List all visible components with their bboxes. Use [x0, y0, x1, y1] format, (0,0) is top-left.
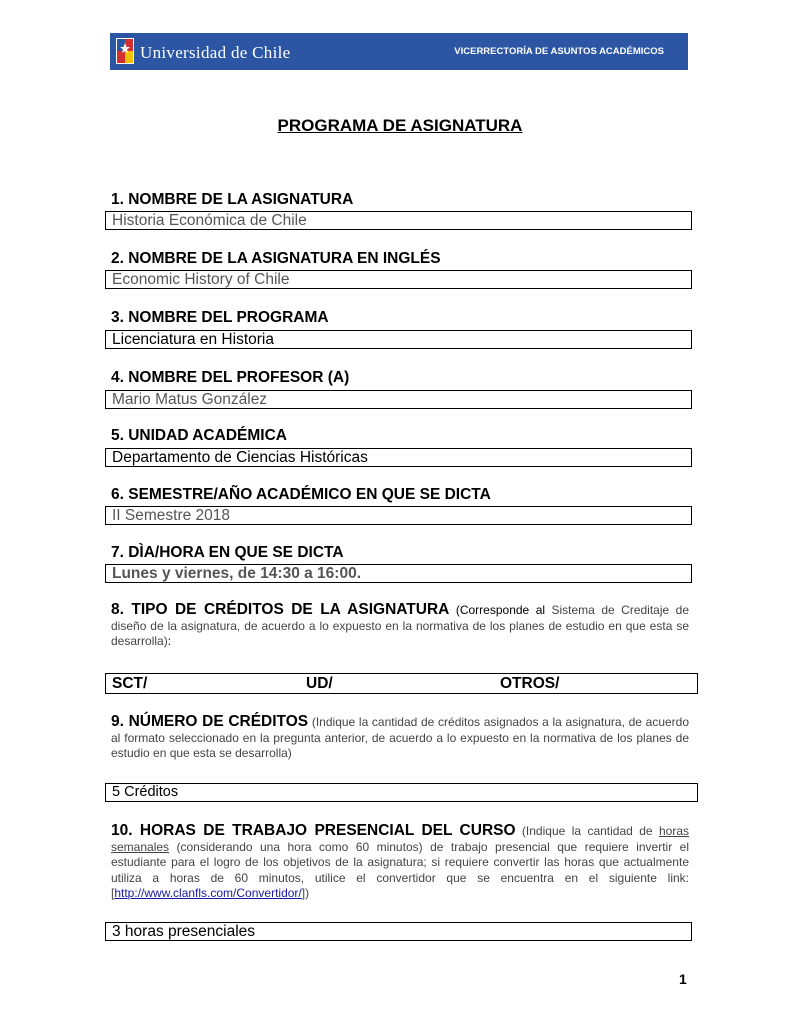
section-6-value: II Semestre 2018 [105, 506, 692, 525]
section-4-value: Mario Matus González [105, 390, 692, 409]
vicerrectoria-label: VICERRECTORÍA DE ASUNTOS ACADÉMICOS [454, 46, 664, 57]
section-3-value: Licenciatura en Historia [105, 330, 692, 349]
section-7-heading: 7. DÌA/HORA EN QUE SE DICTA [111, 544, 344, 561]
university-name: Universidad de Chile [140, 43, 291, 62]
section-9-paragraph [111, 714, 689, 762]
page-number: 1 [679, 971, 687, 987]
section-6-heading: 6. SEMESTRE/AÑO ACADÉMICO EN QUE SE DICTA [111, 486, 491, 503]
section-9-heading: 9. NÚMERO DE CRÉDITOS [111, 713, 309, 730]
university-crest-icon [116, 38, 134, 64]
section-10-note-underlined: horas semanales [111, 824, 689, 854]
section-8-paragraph [111, 602, 689, 650]
section-7-value: Lunes y viernes, de 14:30 a 16:00. [105, 564, 692, 583]
section-2-heading: 2. NOMBRE DE LA ASIGNATURA EN INGLÉS [111, 250, 441, 267]
section-3-heading: 3. NOMBRE DEL PROGRAMA [111, 309, 329, 326]
section-4-heading: 4. NOMBRE DEL PROFESOR (A) [111, 369, 350, 386]
header-banner [110, 33, 688, 70]
section-8-note-b: Sistema de Creditaje de diseño de la asignatura, de acuerdo a lo expuesto en la normativa de los planes de estudio en que esta se desarrolla) [111, 603, 690, 648]
section-1-heading: 1. NOMBRE DE LA ASIGNATURA [111, 191, 354, 208]
convertidor-link[interactable]: http://www.clanfls.com/Convertidor/ [114, 886, 302, 900]
section-8-note-a: (Corresponde al [455, 603, 546, 617]
credit-type-ud: UD/ [306, 675, 333, 692]
section-5-value: Departamento de Ciencias Históricas [105, 448, 692, 467]
section-10-heading: 10. HORAS DE TRABAJO PRESENCIAL DEL CURSO [111, 822, 516, 839]
section-10-paragraph [111, 823, 689, 902]
section-10-note-b: (considerando una hora como 60 minutos) de trabajo presencial que requiere invertir el estudiante para el logro de los objetivos de la asignatura; si requiere convertir las horas que actualmente utiliza a horas de 60 minutos, utilice el convertidor que se encuentra en el siguiente link: [ [111, 839, 689, 900]
section-8-note-c: : [167, 634, 172, 648]
section-10-value: 3 horas presenciales [105, 922, 692, 941]
credit-type-otros: OTROS/ [500, 675, 560, 692]
credit-type-row [105, 673, 698, 694]
section-10-note-c: ]) [301, 886, 310, 900]
section-9-value: 5 Créditos [105, 783, 698, 802]
section-9-note: (Indique la cantidad de créditos asignados a la asignatura, de acuerdo al formato seleccionado en la pregunta anterior, de acuerdo a lo expuesto en la normativa de los planes de estudio en que esta se desarrolla) [111, 715, 690, 760]
section-1-value: Historia Económica de Chile [105, 211, 692, 230]
credit-type-sct: SCT/ [112, 675, 148, 692]
section-8-heading: 8. TIPO DE CRÉDITOS DE LA ASIGNATURA [111, 601, 450, 618]
page-title: PROGRAMA DE ASIGNATURA [277, 116, 523, 135]
section-5-heading: 5. UNIDAD ACADÉMICA [111, 427, 287, 444]
section-2-value: Economic History of Chile [105, 270, 692, 289]
section-10-note-a: (Indique la cantidad de [515, 824, 659, 838]
